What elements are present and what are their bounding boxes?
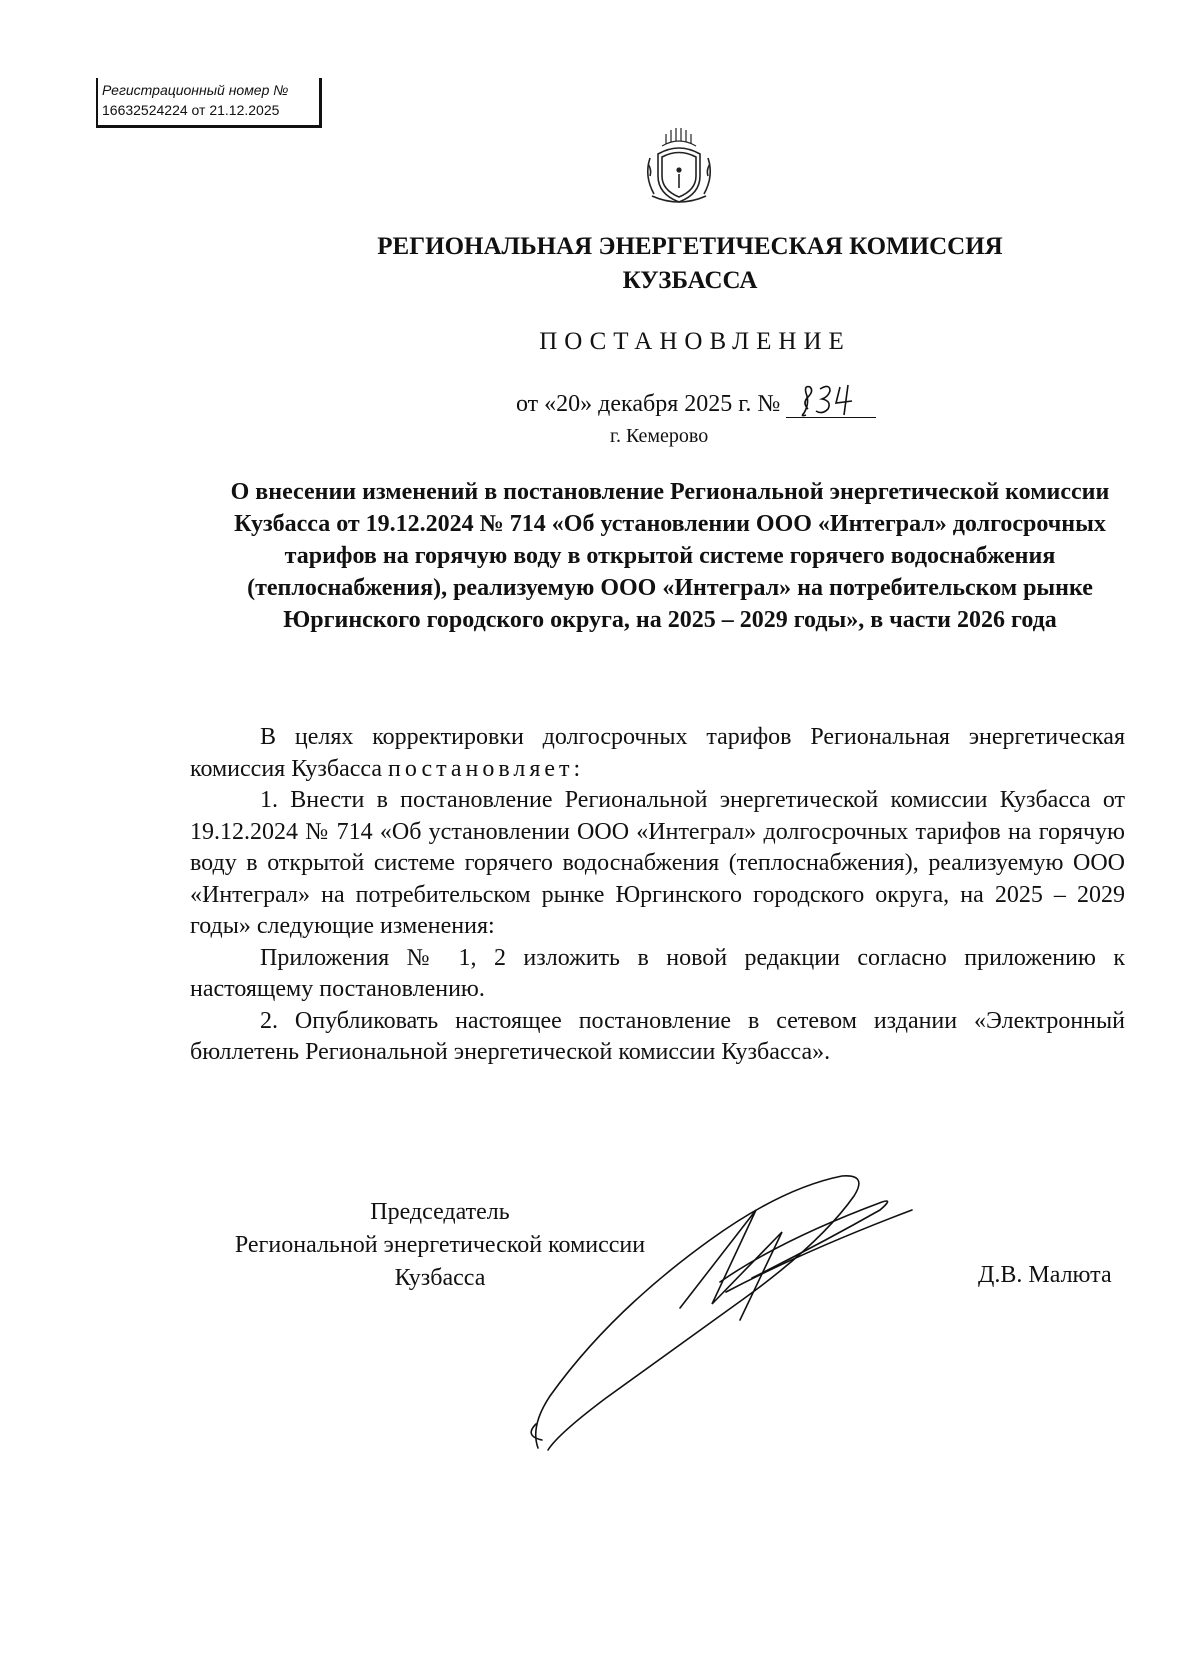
document-number <box>786 391 876 418</box>
authority-line-2: КУЗБАССА <box>622 267 758 294</box>
document-type: ПОСТАНОВЛЕНИЕ <box>539 328 851 355</box>
signer-line-3: Кузбасса <box>394 1265 486 1291</box>
item-1-sub: Приложения № 1, 2 изложить в новой редакции согласно приложению к настоящему постановлению. <box>190 944 1125 1002</box>
document-body <box>190 722 1125 1069</box>
signer-name: Д.В. Малюта <box>978 1262 1112 1288</box>
registration-stamp-number: 16632524224 от 21.12.2025 <box>102 102 280 118</box>
signer-line-1: Председатель <box>370 1199 510 1225</box>
coat-of-arms-kuzbass-icon <box>636 124 722 210</box>
signer-line-2: Региональной энергетической комиссии <box>234 1232 646 1258</box>
document-title: О внесении изменений в постановление Региональной энергетической комиссии Кузбасса от 19.12.2024 № 714 «Об установлении ООО «Интеграл» долгосрочных тарифов на горячую воду в открытой системе горячего водоснабжения (теплоснабжения), реализуемую ООО «Интеграл» на потребительском рынке Юргинского городского округа, на 2025 – 2029 годы», в части 2026 года <box>230 479 1110 633</box>
registration-stamp-label: Регистрационный номер № <box>102 82 289 98</box>
handwritten-number <box>796 379 866 419</box>
registration-stamp <box>96 78 322 128</box>
authority-line-1: РЕГИОНАЛЬНАЯ ЭНЕРГЕТИЧЕСКАЯ КОМИССИЯ <box>377 233 1003 260</box>
date-line <box>516 391 876 418</box>
handwritten-signature <box>520 1170 970 1470</box>
intro-verb: постановляет: <box>388 755 585 782</box>
intro-text: В целях корректировки долгосрочных тарифов Региональная энергетическая комиссия Кузбасса <box>190 724 1125 782</box>
city: г. Кемерово <box>610 425 709 447</box>
intro-paragraph <box>190 722 1125 785</box>
document-date: от «20» декабря 2025 г. № <box>516 391 781 417</box>
item-2: 2. Опубликовать настоящее постановление в сетевом издании «Электронный бюллетень Региональной энергетической комиссии Кузбасса». <box>190 1007 1125 1065</box>
item-1: 1. Внести в постановление Региональной энергетической комиссии Кузбасса от 19.12.2024 № 714 «Об установлении ООО «Интеграл» долгосрочных тарифов на горячую воду в открытой системе горячего водоснабжения (теплоснабжения), реализуемую ООО «Интеграл» на потребительском рынке Юргинского городского округа, на 2025 – 2029 годы» следующие изменения: <box>190 787 1125 939</box>
issuing-authority <box>310 230 1070 298</box>
